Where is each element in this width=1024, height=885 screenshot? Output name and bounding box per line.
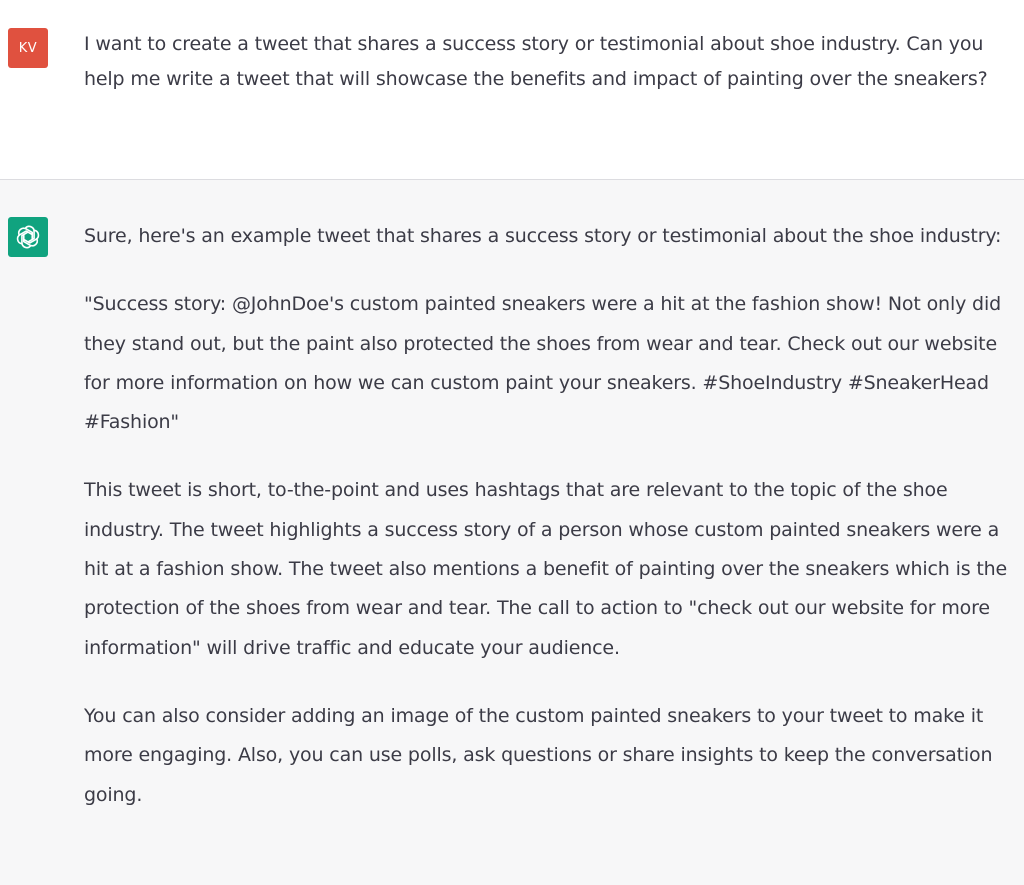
assistant-avatar [8,217,48,257]
user-message-text: I want to create a tweet that shares a success story or testimonial about shoe industry. Can you help me write a tweet that will showcase the benefits and impact of painting over the sneakers? [84,33,988,90]
user-avatar: KV [8,28,48,68]
assistant-paragraph-intro: Sure, here's an example tweet that shares a success story or testimonial about the shoe industry: [84,225,1002,247]
assistant-message [0,180,1024,885]
openai-logo-icon [14,223,42,251]
assistant-paragraph-example-tweet: "Success story: @JohnDoe's custom painted sneakers were a hit at the fashion show! Not only did they stand out, but the paint also protected the shoes from wear and tear. Check out our website for more information on how we can custom paint your sneakers. #ShoeIndustry #SneakerHead #Fashion" [84,293,1002,434]
assistant-paragraph-explanation: This tweet is short, to-the-point and uses hashtags that are relevant to the topic of the shoe industry. The tweet highlights a success story of a person whose custom painted sneakers were a hit at a fashion show. The tweet also mentions a benefit of painting over the sneakers which is the protection of the shoes from wear and tear. The call to action to "check out our website for more information" will drive traffic and educate your audience. [84,479,1008,659]
assistant-paragraph-suggestions: You can also consider adding an image of the custom painted sneakers to your tweet to make it more engaging. Also, you can use polls, ask questions or share insights to keep the conversation going. [84,704,993,806]
user-message [0,0,1024,180]
assistant-message-body [84,217,1014,815]
